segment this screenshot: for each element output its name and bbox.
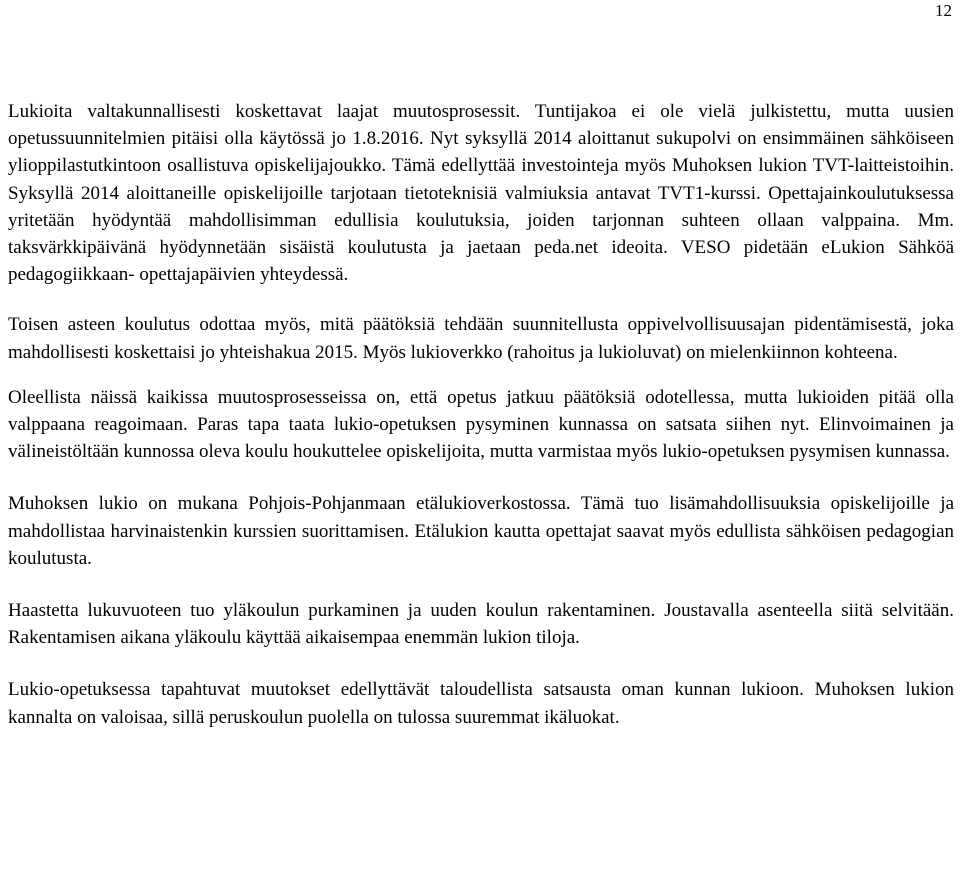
paragraph: Lukio-opetuksessa tapahtuvat muutokset edellyttävät taloudellista satsausta oman kunnan lukioon. Muhoksen lukion kannalta on valoisaa, sillä peruskoulun puolella on tulossa suuremmat ikäluokat.: [8, 679, 954, 728]
paragraph: Haastetta lukuvuoteen tuo yläkoulun purkaminen ja uuden koulun rakentaminen. Joustavalla asenteella siitä selvitään. Rakentamisen aikana yläkoulu käyttää aikaisempaa enemmän lukion tiloja.: [8, 600, 954, 649]
document-body: [8, 98, 954, 756]
paragraph: Muhoksen lukio on mukana Pohjois-Pohjanmaan etälukioverkostossa. Tämä tuo lisämahdollisuuksia opiskelijoille ja mahdollistaa harvinaistenkin kurssien suorittamisen. Etälukion kautta opettajat saavat myös edullista sähköisen pedagogian koulutusta.: [8, 493, 954, 569]
paragraph: Toisen asteen koulutus odottaa myös, mitä päätöksiä tehdään suunnitellusta oppivelvollisuusajan pidentämisestä, joka mahdollisesti koskettaisi jo yhteishakua 2015. Myös lukioverkko (rahoitus ja lukioluvat) on mielenkiinnon kohteena.: [8, 314, 954, 363]
paragraph: Oleellista näissä kaikissa muutosprosesseissa on, että opetus jatkuu päätöksiä odotellessa, mutta lukioiden pitää olla valppaana reagoimaan. Paras tapa taata lukio-opetuksen pysyminen kunnassa on satsata siihen nyt. Elinvoimainen ja välineistöltään kunnossa oleva koulu houkuttelee opiskelijoita, mutta varmistaa myös lukio-opetuksen pysymisen kunnassa.: [8, 386, 954, 463]
page-number: 12: [935, 1, 952, 20]
paragraph: Lukioita valtakunnallisesti koskettavat laajat muutosprosessit. Tuntijakoa ei ole vielä julkistettu, mutta uusien opetussuunnitelmien pitäisi olla käytössä jo 1.8.2016. Nyt syksyllä 2014 aloittanut sukupolvi on ensimmäinen sähköiseen ylioppilastutkintoon osallistuva opiskelijajoukko. Tämä edellyttää investointeja myös Muhoksen lukion TVT-laitteistoihin. Syksyllä 2014 aloittaneille opiskelijoille tarjotaan tietoteknisiä valmiuksia antavat TVT1-kurssi. Opettajainkoulutuksessa yritetään hyödyntää mahdollisimman edullisia koulutuksia, joiden tarjonnan suhteen ollaan valppaina. Mm. taksvärkkipäivänä hyödynnetään sisäistä koulutusta ja jaetaan peda.net ideoita. VESO pidetään eLukion Sähköä pedagogiikkaan- opettajapäivien yhteydessä.: [8, 101, 954, 286]
